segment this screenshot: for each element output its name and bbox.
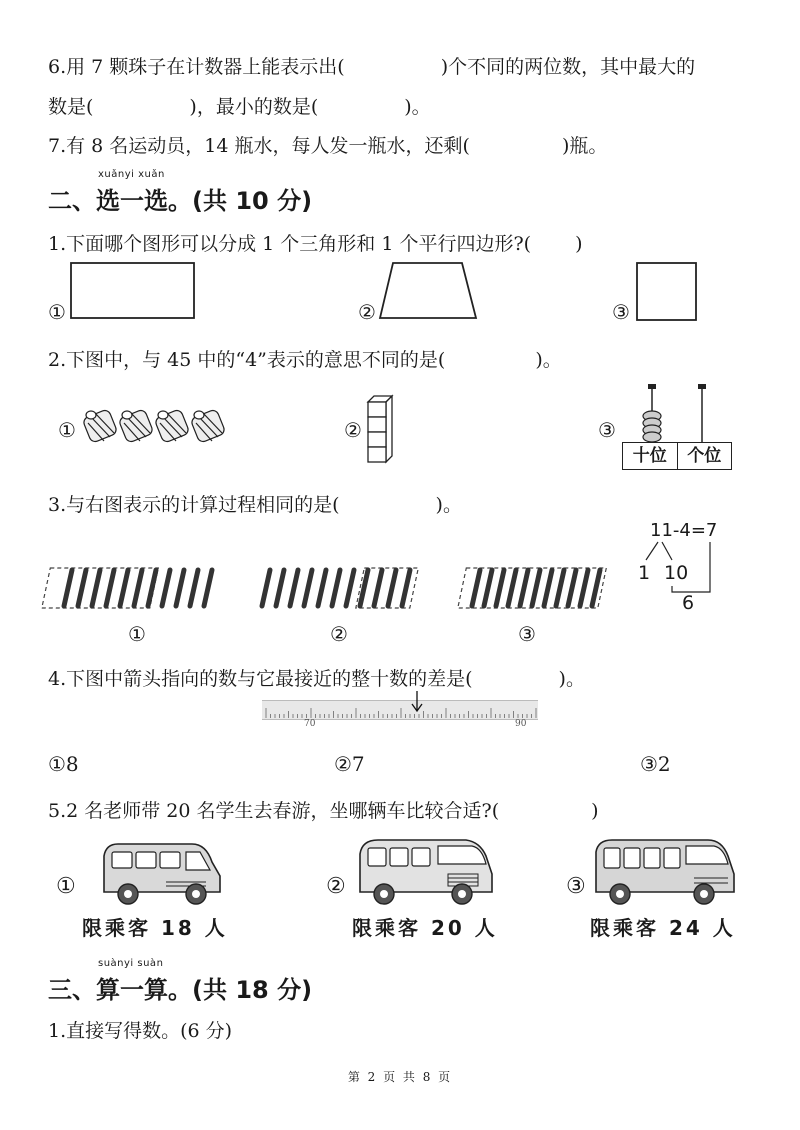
counting-stick xyxy=(204,570,212,606)
counting-stick xyxy=(402,570,410,606)
page-footer: 第 2 页 共 8 页 xyxy=(347,1070,453,1084)
counting-stick xyxy=(332,570,340,606)
counting-stick xyxy=(374,570,382,606)
counting-stick xyxy=(520,570,528,606)
abacus-icon xyxy=(622,384,730,440)
number-ruler xyxy=(262,700,538,720)
section2-title: 二、选一选。(共 10 分) xyxy=(48,187,313,215)
bundle-1 xyxy=(82,409,118,444)
counting-stick xyxy=(568,570,576,606)
ruler-ticks xyxy=(262,701,538,719)
s2q2-option-1[interactable]: ① xyxy=(58,418,76,442)
s2q5-option-3[interactable]: ③ xyxy=(566,874,586,899)
s2q3-text-b: )。 xyxy=(435,494,462,516)
diagram-split-a: 1 xyxy=(638,562,651,584)
q7-text-b: )瓶。 xyxy=(561,135,608,157)
s2q3-option-1[interactable]: ① xyxy=(128,622,146,646)
stacked-cubes-icon xyxy=(366,394,394,464)
counting-stick xyxy=(134,570,142,606)
section3-title: 三、算一算。(共 18 分) xyxy=(48,976,313,1004)
stick-bundles-icon xyxy=(82,403,230,451)
s2q3-option-3[interactable]: ③ xyxy=(518,622,536,646)
s2q5-caption-3: 限乘客 24 人 xyxy=(590,916,736,940)
section3-pinyin: suànyi suàn xyxy=(98,958,164,969)
s2q5-option-2[interactable]: ② xyxy=(326,874,346,899)
s2q1-option-1[interactable]: ① xyxy=(48,300,66,324)
counting-stick xyxy=(176,570,184,606)
s3q1-text: 1.直接写得数。(6 分) xyxy=(48,1020,233,1042)
tens-place-label: 十位 xyxy=(623,443,678,469)
abacus-place-labels xyxy=(622,442,732,470)
q6-text-d: )，最小的数是( xyxy=(189,96,319,118)
s2q1-text-b: ) xyxy=(575,233,583,255)
counting-stick xyxy=(162,570,170,606)
q6-text-c: 数是( xyxy=(48,96,94,118)
counting-stick xyxy=(64,570,72,606)
bundle-4 xyxy=(190,409,226,444)
counting-stick xyxy=(388,570,396,606)
ones-place-label: 个位 xyxy=(687,446,722,466)
bundle-3 xyxy=(154,409,190,444)
coach-bus-icon xyxy=(590,834,738,908)
minibus-icon xyxy=(354,834,498,908)
diagram-equation: 11-4=7 xyxy=(650,520,718,541)
s2q1-line xyxy=(48,229,583,256)
ruler-label-70: 70 xyxy=(304,719,316,729)
bundle-2 xyxy=(118,409,154,444)
square-shape xyxy=(636,262,698,322)
counting-stick xyxy=(276,570,284,606)
counting-stick xyxy=(532,570,540,606)
counting-stick xyxy=(472,570,480,606)
rectangle-shape xyxy=(70,262,196,320)
counting-stick xyxy=(508,570,516,606)
s2q1-option-2[interactable]: ② xyxy=(358,300,376,324)
s2q2-option-2[interactable]: ② xyxy=(344,418,362,442)
s2q3-line xyxy=(48,490,462,517)
s2q5-text-a: 5.2 名老师带 20 名学生去春游，坐哪辆车比较合适?( xyxy=(48,800,500,822)
counting-stick xyxy=(346,570,354,606)
counting-stick xyxy=(262,570,270,606)
counting-stick xyxy=(496,570,504,606)
s2q5-caption-1: 限乘客 18 人 xyxy=(82,916,228,940)
q6-line1 xyxy=(48,52,695,79)
diagram-connector-lines xyxy=(636,540,716,596)
counting-stick xyxy=(592,570,600,606)
s2q2-option-3[interactable]: ③ xyxy=(598,418,616,442)
sticks-group-2 xyxy=(248,560,430,616)
counting-stick xyxy=(190,570,198,606)
s2q4-text-b: )。 xyxy=(558,668,585,690)
counting-stick xyxy=(360,570,368,606)
q6-text-b: )个不同的两位数，其中最大的 xyxy=(440,56,696,78)
small-van-icon xyxy=(96,838,226,908)
counting-stick xyxy=(148,570,156,606)
q7-text-a: 7.有 8 名运动员，14 瓶水，每人发一瓶水，还剩( xyxy=(48,135,470,157)
s2q4-text-a: 4.下图中箭头指向的数与它最接近的整十数的差是( xyxy=(48,668,473,690)
diagram-split-b: 10 xyxy=(664,562,689,584)
s2q5-option-1[interactable]: ① xyxy=(56,874,76,899)
s2q3-text-a: 3.与右图表示的计算过程相同的是( xyxy=(48,494,340,516)
section2-pinyin: xuǎnyi xuǎn xyxy=(98,169,165,180)
counting-stick xyxy=(580,570,588,606)
q7-line xyxy=(48,131,607,158)
s2q5-line xyxy=(48,796,599,823)
s2q4-option-1[interactable]: ①8 xyxy=(48,752,79,776)
s2q1-text-a: 1.下面哪个图形可以分成 1 个三角形和 1 个平行四边形?( xyxy=(48,233,532,255)
s2q5-caption-2: 限乘客 20 人 xyxy=(352,916,498,940)
s2q3-option-2[interactable]: ② xyxy=(330,622,348,646)
counting-stick xyxy=(78,570,86,606)
counting-stick xyxy=(106,570,114,606)
diagram-result: 6 xyxy=(682,592,695,614)
s2q2-text-a: 2.下图中，与 45 中的“4”表示的意思不同的是( xyxy=(48,349,446,371)
counting-stick xyxy=(556,570,564,606)
counting-stick xyxy=(484,570,492,606)
counting-stick xyxy=(318,570,326,606)
counting-stick xyxy=(304,570,312,606)
s2q4-line xyxy=(48,664,585,691)
trapezoid-shape xyxy=(378,262,478,320)
ruler-label-90: 90 xyxy=(515,719,527,729)
s2q1-option-3[interactable]: ③ xyxy=(612,300,630,324)
q6-text-a: 6.用 7 颗珠子在计数器上能表示出( xyxy=(48,56,345,78)
sticks-group-1 xyxy=(50,560,232,616)
s2q4-option-2[interactable]: ②7 xyxy=(334,752,365,776)
counting-stick xyxy=(544,570,552,606)
s2q2-text-b: )。 xyxy=(535,349,562,371)
q6-line2 xyxy=(48,92,431,119)
s2q4-option-3[interactable]: ③2 xyxy=(640,752,671,776)
down-arrow-icon xyxy=(410,690,424,714)
counting-stick xyxy=(120,570,128,606)
s2q2-line xyxy=(48,345,562,372)
q6-text-e: )。 xyxy=(404,96,431,118)
sticks-group-3 xyxy=(452,560,612,616)
counting-stick xyxy=(92,570,100,606)
counting-stick xyxy=(290,570,298,606)
s2q5-text-b: ) xyxy=(591,800,599,822)
